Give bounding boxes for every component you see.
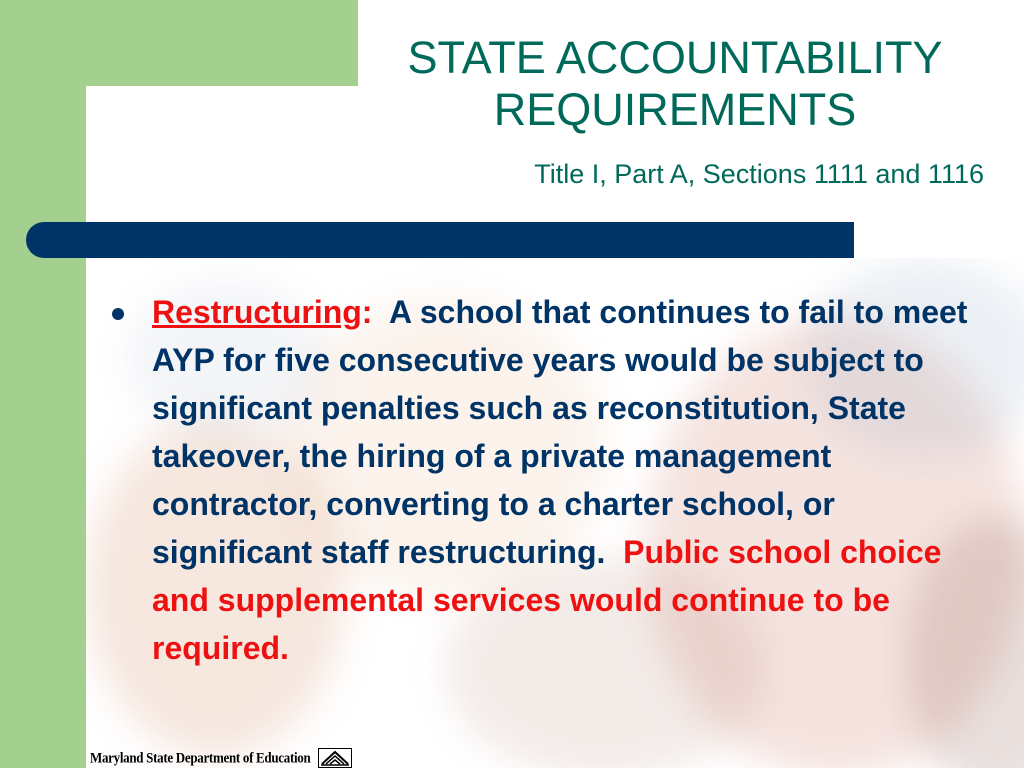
bullet-body: A school that continues to fail to meet AYP for five consecutive years would be subject to significant penalties such as reconstitution, State takeover, the hiring of a private management contractor, converting to a charter school, or significant staff restructuring. bbox=[152, 294, 968, 570]
divider-bar bbox=[26, 222, 854, 258]
bullet-highlight: Public school choice and supplemental services would continue to be required. bbox=[152, 534, 942, 666]
bullet-colon: : bbox=[361, 294, 373, 330]
msde-logo-icon bbox=[318, 748, 352, 768]
title-line-2: REQUIREMENTS bbox=[493, 84, 857, 135]
title-line-1: STATE ACCOUNTABILITY bbox=[407, 32, 943, 83]
green-side-band bbox=[0, 0, 86, 768]
slide-title bbox=[360, 32, 990, 136]
footer bbox=[90, 748, 352, 768]
slide-subtitle: Title I, Part A, Sections 1111 and 1116 bbox=[534, 159, 984, 189]
bullet-text bbox=[152, 288, 988, 672]
green-top-band bbox=[0, 0, 358, 86]
bullet-dot-icon bbox=[112, 308, 124, 320]
footer-organization: Maryland State Department of Education bbox=[90, 748, 311, 767]
bullet-term: Restructuring bbox=[152, 294, 362, 330]
